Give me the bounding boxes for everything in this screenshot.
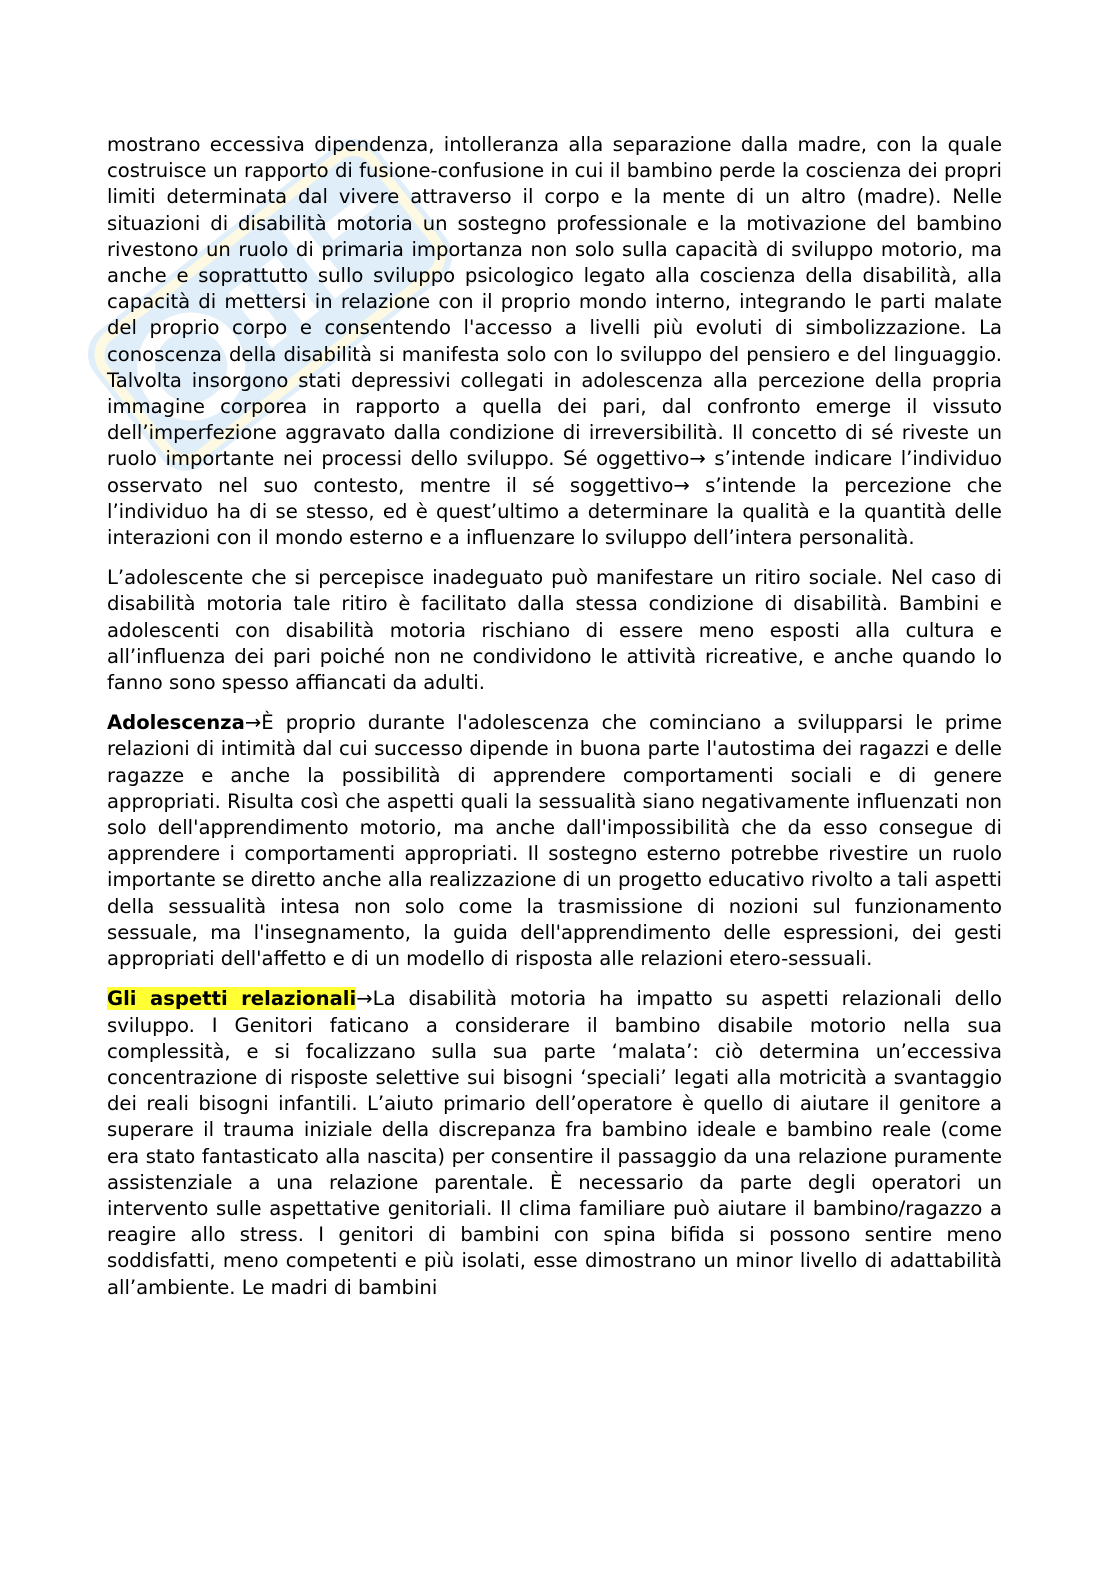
paragraph-text: mostrano eccessiva dipendenza, intolleranza alla separazione dalla madre, con la quale costruisce un rapporto di fusione-confusione in cui il bambino perde la coscienza dei propri limiti determinata dal vivere attraverso il corpo e la mente di un altro (madre). Nelle situazioni di disabilità motoria un sostegno professionale e la motivazione del bambino rivestono un ruolo di primaria importanza non solo sulla capacità di sviluppo motorio, ma anche e soprattutto sullo sviluppo psicologico legato alla coscienza della disabilità, alla capacità di mettersi in relazione con il proprio mondo interno, integrando le parti malate del proprio corpo e consentendo l'accesso a livelli più evoluti di simbolizzazione. La conoscenza della disabilità si manifesta solo con lo sviluppo del pensiero e del linguaggio. Talvolta insorgono stati depressivi collegati in adolescenza alla percezione della propria immagine corporea in rapporto a quella dei pari, dal confronto emerge il vissuto dell’imperfezione aggravato dalla condizione di irreversibilità. Il concetto di sé riveste un ruolo importante nei processi dello sviluppo. Sé oggettivo	[107, 133, 1002, 471]
section-heading-adolescenza: Adolescenza	[107, 711, 245, 735]
paragraph-ritiro-sociale	[107, 565, 1002, 696]
paragraph-aspetti-relazionali	[107, 986, 1002, 1300]
paragraph-text: →È proprio durante l'adolescenza che cominciano a svilupparsi le prime relazioni di intimità dal cui successo dipende in buona parte l'autostima dei ragazzi e delle ragazze e anche la possibilità di apprendere comportamenti sociali e di genere appropriati. Risulta così che aspetti quali la sessualità siano negativamente influenzati non solo dell'apprendimento motorio, ma anche dall'impossibilità che da esso consegue di apprendere i comportamenti appropriati. Il sostegno esterno potrebbe rivestire un ruolo importante se diretto anche alla realizzazione di un progetto educativo rivolto a tali aspetti della sessualità intesa non solo come la trasmissione di nozioni sul funzionamento sessuale, ma l'insegnamento, la guida dell'apprendimento delle espressioni, dei gesti appropriati dell'affetto e di un modello di risposta alle relazioni etero-sessuali.	[107, 711, 1002, 971]
paragraph-adolescenza	[107, 710, 1002, 972]
paragraph-text: → s’intende indicare l’individuo osservato nel suo contesto, mentre il sé soggettivo	[107, 447, 1002, 497]
document-page	[107, 132, 1002, 1315]
paragraph-concetto-di-se	[107, 132, 1002, 551]
paragraph-text: → s’intende la percezione che l’individuo ha di se stesso, ed è quest’ultimo a determinare la qualità e la quantità delle interazioni con il mondo esterno e a influenzare lo sviluppo dell’intera personalità.	[107, 473, 1003, 550]
paragraph-text: →La disabilità motoria ha impatto su aspetti relazionali dello sviluppo. I Genitori faticano a considerare il bambino disabile motorio nella sua complessità, e si focalizzano sulla sua parte ‘malata’: ciò determina un’eccessiva concentrazione di risposte selettive sui bisogni ‘speciali’ legati alla motricità a svantaggio dei reali bisogni infantili. L’aiuto primario dell’operatore è quello di aiutare il genitore a superare il trauma iniziale della discrepanza fra bambino ideale e bambino reale (come era stato fantasticato alla nascita) per consentire il passaggio da una relazione puramente assistenziale a una relazione parentale. È necessario da parte degli operatori un intervento sulle aspettative genitoriali. Il clima familiare può aiutare il bambino/ragazzo a reagire allo stress. I genitori di bambini con spina bifida si possono sentire meno soddisfatti, meno competenti e più isolati, esse dimostrano un minor livello di adattabilità all’ambiente. Le madri di bambini	[107, 987, 1002, 1299]
paragraph-text: L’adolescente che si percepisce inadeguato può manifestare un ritiro sociale. Nel caso di disabilità motoria tale ritiro è facilitato dalla stessa condizione di disabilità. Bambini e adolescenti con disabilità motoria rischiano di essere meno esposti alla cultura e all’influenza dei pari poiché non ne condividono le attività ricreative, e anche quando lo fanno sono spesso affiancati da adulti.	[107, 566, 1002, 695]
section-heading-aspetti-relazionali: Gli aspetti relazionali	[107, 987, 357, 1011]
